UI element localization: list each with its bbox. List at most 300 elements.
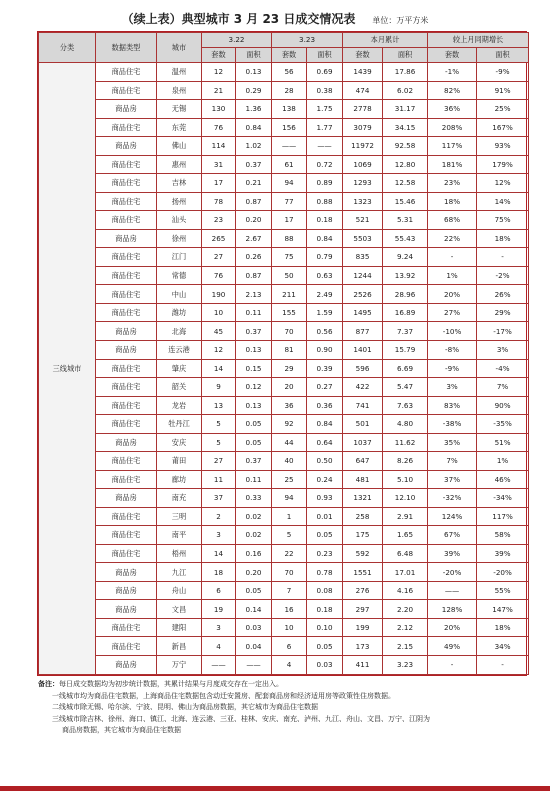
table-row bbox=[39, 211, 529, 230]
note-line-3: 二线城市除无锡、哈尔滨、宁波、昆明、佛山为商品房数据，其它城市为商品住宅数据 bbox=[52, 703, 318, 712]
area-322-cell: 0.02 bbox=[236, 526, 272, 545]
area-323-cell: 0.84 bbox=[307, 229, 343, 248]
unit-label: 单位：万平方米 bbox=[372, 16, 429, 25]
sets-322-cell: 76 bbox=[202, 118, 236, 137]
sets-month-cell: 474 bbox=[343, 81, 383, 100]
area-322-cell: 0.29 bbox=[236, 81, 272, 100]
growth-area-cell: -9% bbox=[477, 63, 529, 82]
area-322-cell: 0.11 bbox=[236, 303, 272, 322]
sets-322-cell: 12 bbox=[202, 340, 236, 359]
area-month-cell: 34.15 bbox=[383, 118, 428, 137]
title-row bbox=[0, 8, 550, 28]
sets-month-cell: 592 bbox=[343, 544, 383, 563]
city-cell: 三明 bbox=[157, 507, 202, 526]
data-type-cell: 商品住宅 bbox=[96, 303, 157, 322]
data-type-cell: 商品住宅 bbox=[96, 285, 157, 304]
growth-sets-cell: 208% bbox=[428, 118, 477, 137]
sets-month-cell: 2526 bbox=[343, 285, 383, 304]
area-322-cell: 0.84 bbox=[236, 118, 272, 137]
table-row bbox=[39, 396, 529, 415]
sets-322-cell: 130 bbox=[202, 100, 236, 119]
growth-area-cell: 12% bbox=[477, 174, 529, 193]
header-growth: 较上月同期增长 bbox=[428, 33, 529, 48]
sets-322-cell: 37 bbox=[202, 489, 236, 508]
area-322-cell: 0.20 bbox=[236, 211, 272, 230]
growth-sets-cell: -32% bbox=[428, 489, 477, 508]
area-month-cell: 2.15 bbox=[383, 637, 428, 656]
sets-month-cell: 521 bbox=[343, 211, 383, 230]
area-322-cell: 0.05 bbox=[236, 433, 272, 452]
sets-323-cell: 138 bbox=[272, 100, 307, 119]
table-row bbox=[39, 192, 529, 211]
data-type-cell: 商品住宅 bbox=[96, 470, 157, 489]
header-city: 城市 bbox=[157, 33, 202, 63]
table-row bbox=[39, 563, 529, 582]
bottom-rule bbox=[0, 786, 550, 791]
category-cell: 三线城市 bbox=[39, 63, 96, 675]
city-cell: 吉林 bbox=[157, 174, 202, 193]
sets-323-cell: 5 bbox=[272, 526, 307, 545]
sets-month-cell: 1323 bbox=[343, 192, 383, 211]
growth-area-cell: 51% bbox=[477, 433, 529, 452]
area-month-cell: 12.10 bbox=[383, 489, 428, 508]
growth-area-cell: 18% bbox=[477, 618, 529, 637]
sets-323-cell: 6 bbox=[272, 637, 307, 656]
area-month-cell: 92.58 bbox=[383, 137, 428, 156]
note-line-1: 每日成交数据均为初步统计数据，其累计结果与月度成交存在一定出入。 bbox=[59, 680, 283, 688]
sets-month-cell: 1551 bbox=[343, 563, 383, 582]
data-type-cell: 商品房 bbox=[96, 100, 157, 119]
data-type-cell: 商品住宅 bbox=[96, 544, 157, 563]
city-cell: 新昌 bbox=[157, 637, 202, 656]
growth-sets-cell: 49% bbox=[428, 637, 477, 656]
header-category: 分类 bbox=[39, 33, 96, 63]
sets-323-cell: 22 bbox=[272, 544, 307, 563]
sets-month-cell: 175 bbox=[343, 526, 383, 545]
data-table-frame bbox=[37, 31, 527, 676]
area-322-cell: 0.13 bbox=[236, 340, 272, 359]
data-type-cell: 商品住宅 bbox=[96, 174, 157, 193]
growth-sets-cell: 20% bbox=[428, 285, 477, 304]
sets-322-cell: 3 bbox=[202, 618, 236, 637]
sets-month-cell: 501 bbox=[343, 415, 383, 434]
city-cell: 汕头 bbox=[157, 211, 202, 230]
sets-323-cell: 16 bbox=[272, 600, 307, 619]
city-cell: 九江 bbox=[157, 563, 202, 582]
growth-sets-cell: 22% bbox=[428, 229, 477, 248]
sets-323-cell: 7 bbox=[272, 581, 307, 600]
growth-sets-cell: 181% bbox=[428, 155, 477, 174]
sets-323-cell: 94 bbox=[272, 174, 307, 193]
subheader-sets: 套数 bbox=[428, 48, 477, 63]
sets-322-cell: 4 bbox=[202, 637, 236, 656]
area-322-cell: 0.03 bbox=[236, 618, 272, 637]
subheader-area: 面积 bbox=[383, 48, 428, 63]
area-322-cell: 0.14 bbox=[236, 600, 272, 619]
area-323-cell: 0.05 bbox=[307, 637, 343, 656]
sets-323-cell: 77 bbox=[272, 192, 307, 211]
city-cell: 无锡 bbox=[157, 100, 202, 119]
sets-323-cell: 36 bbox=[272, 396, 307, 415]
area-323-cell: 0.64 bbox=[307, 433, 343, 452]
subheader-area: 面积 bbox=[477, 48, 529, 63]
growth-area-cell: 34% bbox=[477, 637, 529, 656]
growth-sets-cell: -8% bbox=[428, 340, 477, 359]
table-row bbox=[39, 340, 529, 359]
area-month-cell: 17.86 bbox=[383, 63, 428, 82]
sets-322-cell: 78 bbox=[202, 192, 236, 211]
city-cell: 连云港 bbox=[157, 340, 202, 359]
area-month-cell: 6.48 bbox=[383, 544, 428, 563]
area-month-cell: 7.37 bbox=[383, 322, 428, 341]
growth-area-cell: 90% bbox=[477, 396, 529, 415]
sets-323-cell: 92 bbox=[272, 415, 307, 434]
area-322-cell: 0.21 bbox=[236, 174, 272, 193]
area-323-cell: 0.18 bbox=[307, 211, 343, 230]
city-cell: 南平 bbox=[157, 526, 202, 545]
sets-322-cell: 31 bbox=[202, 155, 236, 174]
area-322-cell: 2.13 bbox=[236, 285, 272, 304]
area-month-cell: 6.69 bbox=[383, 359, 428, 378]
city-cell: 中山 bbox=[157, 285, 202, 304]
note-line-2: 一线城市均为商品住宅数据，上海商品住宅数据包含动迁安置房、配套商品房和经济适用房等政策性住房数据。 bbox=[52, 691, 395, 700]
subheader-area: 面积 bbox=[236, 48, 272, 63]
growth-area-cell: 167% bbox=[477, 118, 529, 137]
sets-323-cell: 50 bbox=[272, 266, 307, 285]
area-323-cell: 0.78 bbox=[307, 563, 343, 582]
city-cell: 万宁 bbox=[157, 656, 202, 675]
area-323-cell: 0.84 bbox=[307, 415, 343, 434]
growth-sets-cell: -1% bbox=[428, 63, 477, 82]
area-322-cell: 0.15 bbox=[236, 359, 272, 378]
area-month-cell: 17.01 bbox=[383, 563, 428, 582]
area-322-cell: 0.20 bbox=[236, 563, 272, 582]
table-row bbox=[39, 415, 529, 434]
sets-322-cell: 6 bbox=[202, 581, 236, 600]
header-month-total: 本月累计 bbox=[343, 33, 428, 48]
growth-sets-cell: 36% bbox=[428, 100, 477, 119]
city-cell: 南充 bbox=[157, 489, 202, 508]
growth-area-cell: - bbox=[477, 248, 529, 267]
growth-area-cell: 58% bbox=[477, 526, 529, 545]
area-month-cell: 15.79 bbox=[383, 340, 428, 359]
city-cell: 安庆 bbox=[157, 433, 202, 452]
data-type-cell: 商品住宅 bbox=[96, 507, 157, 526]
subheader-sets: 套数 bbox=[272, 48, 307, 63]
table-row bbox=[39, 229, 529, 248]
table-row bbox=[39, 155, 529, 174]
area-323-cell: 0.27 bbox=[307, 378, 343, 397]
note-line-5: 商品房数据，其它城市为商品住宅数据 bbox=[62, 726, 181, 735]
header-date-322: 3.22 bbox=[202, 33, 272, 48]
area-323-cell: 0.01 bbox=[307, 507, 343, 526]
sets-month-cell: 11972 bbox=[343, 137, 383, 156]
sets-month-cell: 411 bbox=[343, 656, 383, 675]
growth-area-cell: 46% bbox=[477, 470, 529, 489]
area-323-cell: 0.63 bbox=[307, 266, 343, 285]
city-cell: 佛山 bbox=[157, 137, 202, 156]
sets-month-cell: 3079 bbox=[343, 118, 383, 137]
table-row bbox=[39, 544, 529, 563]
table-row bbox=[39, 637, 529, 656]
table-row bbox=[39, 100, 529, 119]
data-type-cell: 商品住宅 bbox=[96, 81, 157, 100]
sets-322-cell: 114 bbox=[202, 137, 236, 156]
area-month-cell: 3.23 bbox=[383, 656, 428, 675]
sets-323-cell: 70 bbox=[272, 563, 307, 582]
sets-323-cell: 155 bbox=[272, 303, 307, 322]
sets-323-cell: 10 bbox=[272, 618, 307, 637]
growth-sets-cell: -20% bbox=[428, 563, 477, 582]
area-month-cell: 8.26 bbox=[383, 452, 428, 471]
sets-322-cell: 265 bbox=[202, 229, 236, 248]
area-month-cell: 12.80 bbox=[383, 155, 428, 174]
data-type-cell: 商品房 bbox=[96, 563, 157, 582]
sets-323-cell: 211 bbox=[272, 285, 307, 304]
growth-area-cell: 14% bbox=[477, 192, 529, 211]
sets-322-cell: 10 bbox=[202, 303, 236, 322]
area-322-cell: 0.87 bbox=[236, 192, 272, 211]
growth-sets-cell: 82% bbox=[428, 81, 477, 100]
area-322-cell: 0.37 bbox=[236, 322, 272, 341]
area-322-cell: 0.33 bbox=[236, 489, 272, 508]
area-323-cell: 1.59 bbox=[307, 303, 343, 322]
area-322-cell: 1.02 bbox=[236, 137, 272, 156]
area-month-cell: 6.02 bbox=[383, 81, 428, 100]
sets-month-cell: 835 bbox=[343, 248, 383, 267]
table-row bbox=[39, 303, 529, 322]
area-323-cell: 0.56 bbox=[307, 322, 343, 341]
area-323-cell: 2.49 bbox=[307, 285, 343, 304]
table-title: （续上表）典型城市 3 月 23 日成交情况表 bbox=[121, 12, 356, 26]
growth-sets-cell: 35% bbox=[428, 433, 477, 452]
city-cell: 龙岩 bbox=[157, 396, 202, 415]
data-type-cell: 商品住宅 bbox=[96, 637, 157, 656]
table-row bbox=[39, 137, 529, 156]
data-type-cell: 商品房 bbox=[96, 340, 157, 359]
data-type-cell: 商品住宅 bbox=[96, 618, 157, 637]
sets-322-cell: 27 bbox=[202, 248, 236, 267]
data-type-cell: 商品房 bbox=[96, 137, 157, 156]
sets-month-cell: 173 bbox=[343, 637, 383, 656]
sets-322-cell: —— bbox=[202, 656, 236, 675]
city-cell: 扬州 bbox=[157, 192, 202, 211]
area-322-cell: 0.04 bbox=[236, 637, 272, 656]
area-323-cell: 0.39 bbox=[307, 359, 343, 378]
growth-area-cell: -20% bbox=[477, 563, 529, 582]
area-month-cell: 13.92 bbox=[383, 266, 428, 285]
city-cell: 牡丹江 bbox=[157, 415, 202, 434]
area-322-cell: 0.13 bbox=[236, 396, 272, 415]
data-type-cell: 商品住宅 bbox=[96, 248, 157, 267]
sets-322-cell: 18 bbox=[202, 563, 236, 582]
growth-sets-cell: 68% bbox=[428, 211, 477, 230]
sets-month-cell: 596 bbox=[343, 359, 383, 378]
growth-area-cell: 3% bbox=[477, 340, 529, 359]
growth-sets-cell: 124% bbox=[428, 507, 477, 526]
sets-322-cell: 12 bbox=[202, 63, 236, 82]
area-month-cell: 5.47 bbox=[383, 378, 428, 397]
sets-323-cell: 1 bbox=[272, 507, 307, 526]
area-322-cell: 0.13 bbox=[236, 63, 272, 82]
data-type-cell: 商品住宅 bbox=[96, 396, 157, 415]
area-month-cell: 4.16 bbox=[383, 581, 428, 600]
table-row bbox=[39, 600, 529, 619]
growth-sets-cell: 7% bbox=[428, 452, 477, 471]
growth-area-cell: -35% bbox=[477, 415, 529, 434]
area-323-cell: 1.77 bbox=[307, 118, 343, 137]
sets-322-cell: 14 bbox=[202, 544, 236, 563]
growth-sets-cell: 37% bbox=[428, 470, 477, 489]
sets-month-cell: 5503 bbox=[343, 229, 383, 248]
area-month-cell: 55.43 bbox=[383, 229, 428, 248]
city-cell: 肇庆 bbox=[157, 359, 202, 378]
sets-323-cell: —— bbox=[272, 137, 307, 156]
growth-area-cell: 18% bbox=[477, 229, 529, 248]
area-month-cell: 2.12 bbox=[383, 618, 428, 637]
growth-sets-cell: —— bbox=[428, 581, 477, 600]
header-data-type: 数据类型 bbox=[96, 33, 157, 63]
growth-sets-cell: -10% bbox=[428, 322, 477, 341]
sets-323-cell: 28 bbox=[272, 81, 307, 100]
city-cell: 莆田 bbox=[157, 452, 202, 471]
sets-322-cell: 17 bbox=[202, 174, 236, 193]
city-cell: 东莞 bbox=[157, 118, 202, 137]
sets-323-cell: 4 bbox=[272, 656, 307, 675]
sets-323-cell: 40 bbox=[272, 452, 307, 471]
area-322-cell: 0.37 bbox=[236, 452, 272, 471]
sets-322-cell: 14 bbox=[202, 359, 236, 378]
city-cell: 潍坊 bbox=[157, 303, 202, 322]
data-type-cell: 商品住宅 bbox=[96, 415, 157, 434]
city-cell: 文昌 bbox=[157, 600, 202, 619]
area-322-cell: 2.67 bbox=[236, 229, 272, 248]
city-cell: 北海 bbox=[157, 322, 202, 341]
sets-322-cell: 5 bbox=[202, 433, 236, 452]
data-type-cell: 商品住宅 bbox=[96, 118, 157, 137]
growth-area-cell: - bbox=[477, 656, 529, 675]
growth-sets-cell: 27% bbox=[428, 303, 477, 322]
sets-month-cell: 199 bbox=[343, 618, 383, 637]
area-323-cell: 0.23 bbox=[307, 544, 343, 563]
area-323-cell: 0.79 bbox=[307, 248, 343, 267]
sets-323-cell: 29 bbox=[272, 359, 307, 378]
data-type-cell: 商品住宅 bbox=[96, 63, 157, 82]
sets-month-cell: 647 bbox=[343, 452, 383, 471]
growth-sets-cell: - bbox=[428, 656, 477, 675]
growth-sets-cell: -38% bbox=[428, 415, 477, 434]
growth-area-cell: -4% bbox=[477, 359, 529, 378]
city-cell: 泉州 bbox=[157, 81, 202, 100]
sets-323-cell: 75 bbox=[272, 248, 307, 267]
city-cell: 梧州 bbox=[157, 544, 202, 563]
sets-322-cell: 190 bbox=[202, 285, 236, 304]
area-323-cell: 0.93 bbox=[307, 489, 343, 508]
growth-area-cell: 1% bbox=[477, 452, 529, 471]
table-row bbox=[39, 433, 529, 452]
notes-section bbox=[38, 679, 528, 737]
transactions-table bbox=[38, 32, 529, 675]
sets-323-cell: 70 bbox=[272, 322, 307, 341]
sets-323-cell: 88 bbox=[272, 229, 307, 248]
table-row bbox=[39, 81, 529, 100]
area-month-cell: 5.10 bbox=[383, 470, 428, 489]
city-cell: 廊坊 bbox=[157, 470, 202, 489]
growth-sets-cell: 18% bbox=[428, 192, 477, 211]
sets-month-cell: 877 bbox=[343, 322, 383, 341]
growth-area-cell: -2% bbox=[477, 266, 529, 285]
city-cell: 惠州 bbox=[157, 155, 202, 174]
growth-area-cell: 179% bbox=[477, 155, 529, 174]
data-type-cell: 商品住宅 bbox=[96, 452, 157, 471]
city-cell: 常德 bbox=[157, 266, 202, 285]
area-month-cell: 7.63 bbox=[383, 396, 428, 415]
area-323-cell: 1.75 bbox=[307, 100, 343, 119]
area-month-cell: 11.62 bbox=[383, 433, 428, 452]
city-cell: 温州 bbox=[157, 63, 202, 82]
data-type-cell: 商品住宅 bbox=[96, 526, 157, 545]
area-322-cell: 0.11 bbox=[236, 470, 272, 489]
growth-sets-cell: 23% bbox=[428, 174, 477, 193]
sets-323-cell: 17 bbox=[272, 211, 307, 230]
growth-sets-cell: 67% bbox=[428, 526, 477, 545]
sets-322-cell: 5 bbox=[202, 415, 236, 434]
area-month-cell: 9.24 bbox=[383, 248, 428, 267]
growth-area-cell: 75% bbox=[477, 211, 529, 230]
sets-322-cell: 11 bbox=[202, 470, 236, 489]
sets-month-cell: 741 bbox=[343, 396, 383, 415]
area-322-cell: 0.37 bbox=[236, 155, 272, 174]
table-row bbox=[39, 248, 529, 267]
area-323-cell: 0.10 bbox=[307, 618, 343, 637]
sets-322-cell: 45 bbox=[202, 322, 236, 341]
area-322-cell: 0.16 bbox=[236, 544, 272, 563]
table-row bbox=[39, 470, 529, 489]
table-row bbox=[39, 322, 529, 341]
growth-area-cell: 91% bbox=[477, 81, 529, 100]
sets-month-cell: 1439 bbox=[343, 63, 383, 82]
sets-322-cell: 27 bbox=[202, 452, 236, 471]
table-row bbox=[39, 118, 529, 137]
sets-322-cell: 21 bbox=[202, 81, 236, 100]
subheader-area: 面积 bbox=[307, 48, 343, 63]
sets-month-cell: 276 bbox=[343, 581, 383, 600]
sets-322-cell: 9 bbox=[202, 378, 236, 397]
area-month-cell: 15.46 bbox=[383, 192, 428, 211]
area-323-cell: 0.24 bbox=[307, 470, 343, 489]
growth-area-cell: 39% bbox=[477, 544, 529, 563]
area-323-cell: 0.69 bbox=[307, 63, 343, 82]
city-cell: 江门 bbox=[157, 248, 202, 267]
growth-area-cell: 147% bbox=[477, 600, 529, 619]
subheader-sets: 套数 bbox=[202, 48, 236, 63]
growth-area-cell: 25% bbox=[477, 100, 529, 119]
table-row bbox=[39, 63, 529, 82]
table-row bbox=[39, 618, 529, 637]
table-row bbox=[39, 285, 529, 304]
growth-sets-cell: 3% bbox=[428, 378, 477, 397]
growth-area-cell: 26% bbox=[477, 285, 529, 304]
area-month-cell: 1.65 bbox=[383, 526, 428, 545]
table-row bbox=[39, 378, 529, 397]
area-month-cell: 2.20 bbox=[383, 600, 428, 619]
data-type-cell: 商品房 bbox=[96, 656, 157, 675]
sets-322-cell: 76 bbox=[202, 266, 236, 285]
sets-month-cell: 422 bbox=[343, 378, 383, 397]
sets-month-cell: 297 bbox=[343, 600, 383, 619]
area-322-cell: 0.12 bbox=[236, 378, 272, 397]
sets-month-cell: 2778 bbox=[343, 100, 383, 119]
